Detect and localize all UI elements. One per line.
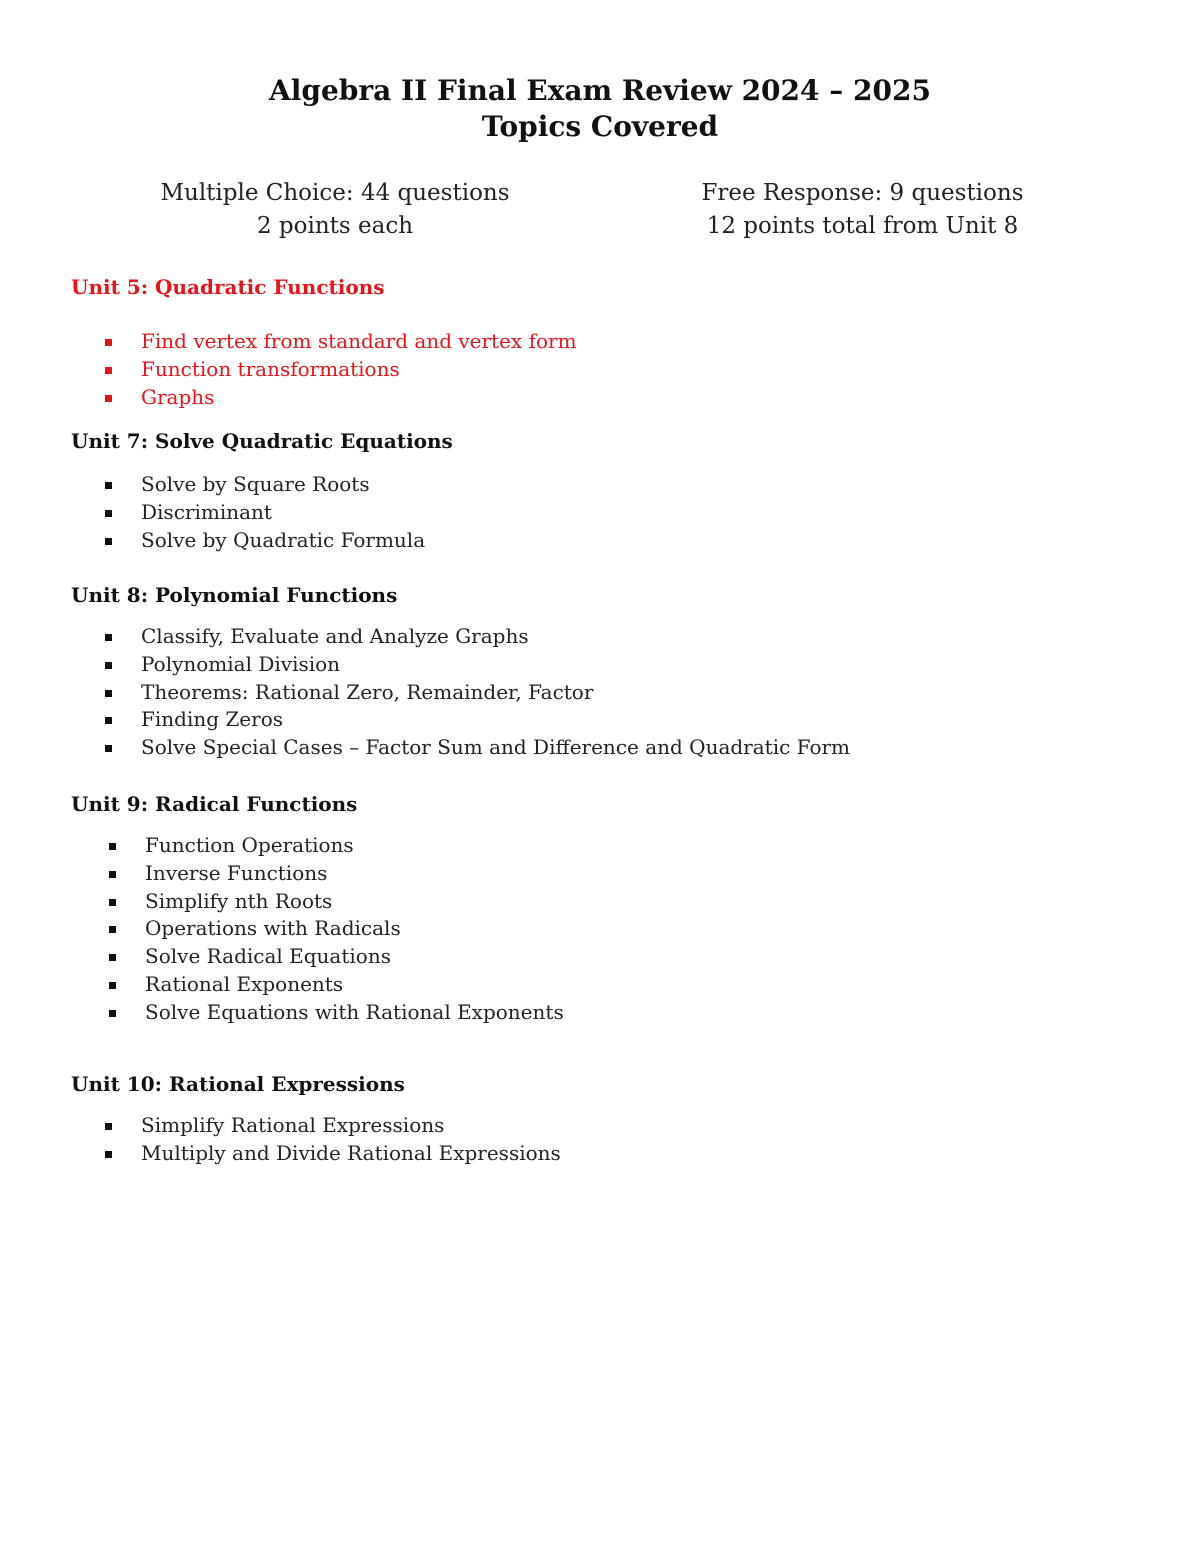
free-response-points: 12 points total from Unit 8	[706, 213, 1019, 239]
square-bullet-icon	[109, 954, 116, 961]
square-bullet-icon	[109, 982, 116, 989]
square-bullet-icon	[105, 1123, 112, 1130]
square-bullet-icon	[105, 717, 112, 724]
square-bullet-icon	[105, 745, 112, 752]
unit-10-heading: Unit 10: Rational Expressions	[71, 1072, 405, 1096]
square-bullet-icon	[105, 367, 112, 374]
free-response-info	[650, 177, 1075, 243]
square-bullet-icon	[109, 1010, 116, 1017]
unit-5-heading: Unit 5: Quadratic Functions	[71, 275, 385, 299]
square-bullet-icon	[109, 843, 116, 850]
square-bullet-icon	[109, 899, 116, 906]
document-page: Algebra II Final Exam Review 2024 – 2025 Topics Covered Multiple Choice: 44 questions 2 points each Free Response: 9 questions 12 points total from Unit 8 Unit 5: Quadratic Functions Find vertex from standard and vertex form Function transformations Graphs Unit 7: Solve Quadratic Equations Solve by Square Roots Discriminant Solve by Quadratic Formula Unit 8: Polynomial Functions Classify, Evaluate and Analyze Graphs Polynomial Division Theorems: Rational Zero, Remainder, Factor Finding Zeros Solve Special Cases – Factor Sum and Difference and Quadratic Form Unit 9: Radical Functions Function Operations Inverse Functions Simplify nth Roots Operations with Radicals Solve Radical Equations Rational Exponents Solve Equations with Rational Exponents Unit 10: Rational Expressions Simplify Rational Expressions Multiply and Divide Rational Expressions	[0, 0, 1200, 1553]
square-bullet-icon	[105, 1151, 112, 1158]
square-bullet-icon	[105, 339, 112, 346]
square-bullet-icon	[105, 538, 112, 545]
square-bullet-icon	[109, 926, 116, 933]
unit-9-heading: Unit 9: Radical Functions	[71, 792, 358, 816]
multiple-choice-count: Multiple Choice: 44 questions	[160, 180, 510, 206]
square-bullet-icon	[105, 510, 112, 517]
free-response-count: Free Response: 9 questions	[701, 180, 1024, 206]
square-bullet-icon	[109, 871, 116, 878]
square-bullet-icon	[105, 690, 112, 697]
document-subtitle: Topics Covered	[481, 110, 719, 143]
square-bullet-icon	[105, 634, 112, 641]
document-title: Algebra II Final Exam Review 2024 – 2025	[269, 74, 931, 107]
square-bullet-icon	[105, 482, 112, 489]
multiple-choice-points: 2 points each	[256, 213, 414, 239]
square-bullet-icon	[105, 662, 112, 669]
multiple-choice-info	[130, 177, 540, 243]
square-bullet-icon	[105, 395, 112, 402]
unit-8-heading: Unit 8: Polynomial Functions	[71, 583, 398, 607]
unit-7-heading: Unit 7: Solve Quadratic Equations	[71, 429, 453, 453]
